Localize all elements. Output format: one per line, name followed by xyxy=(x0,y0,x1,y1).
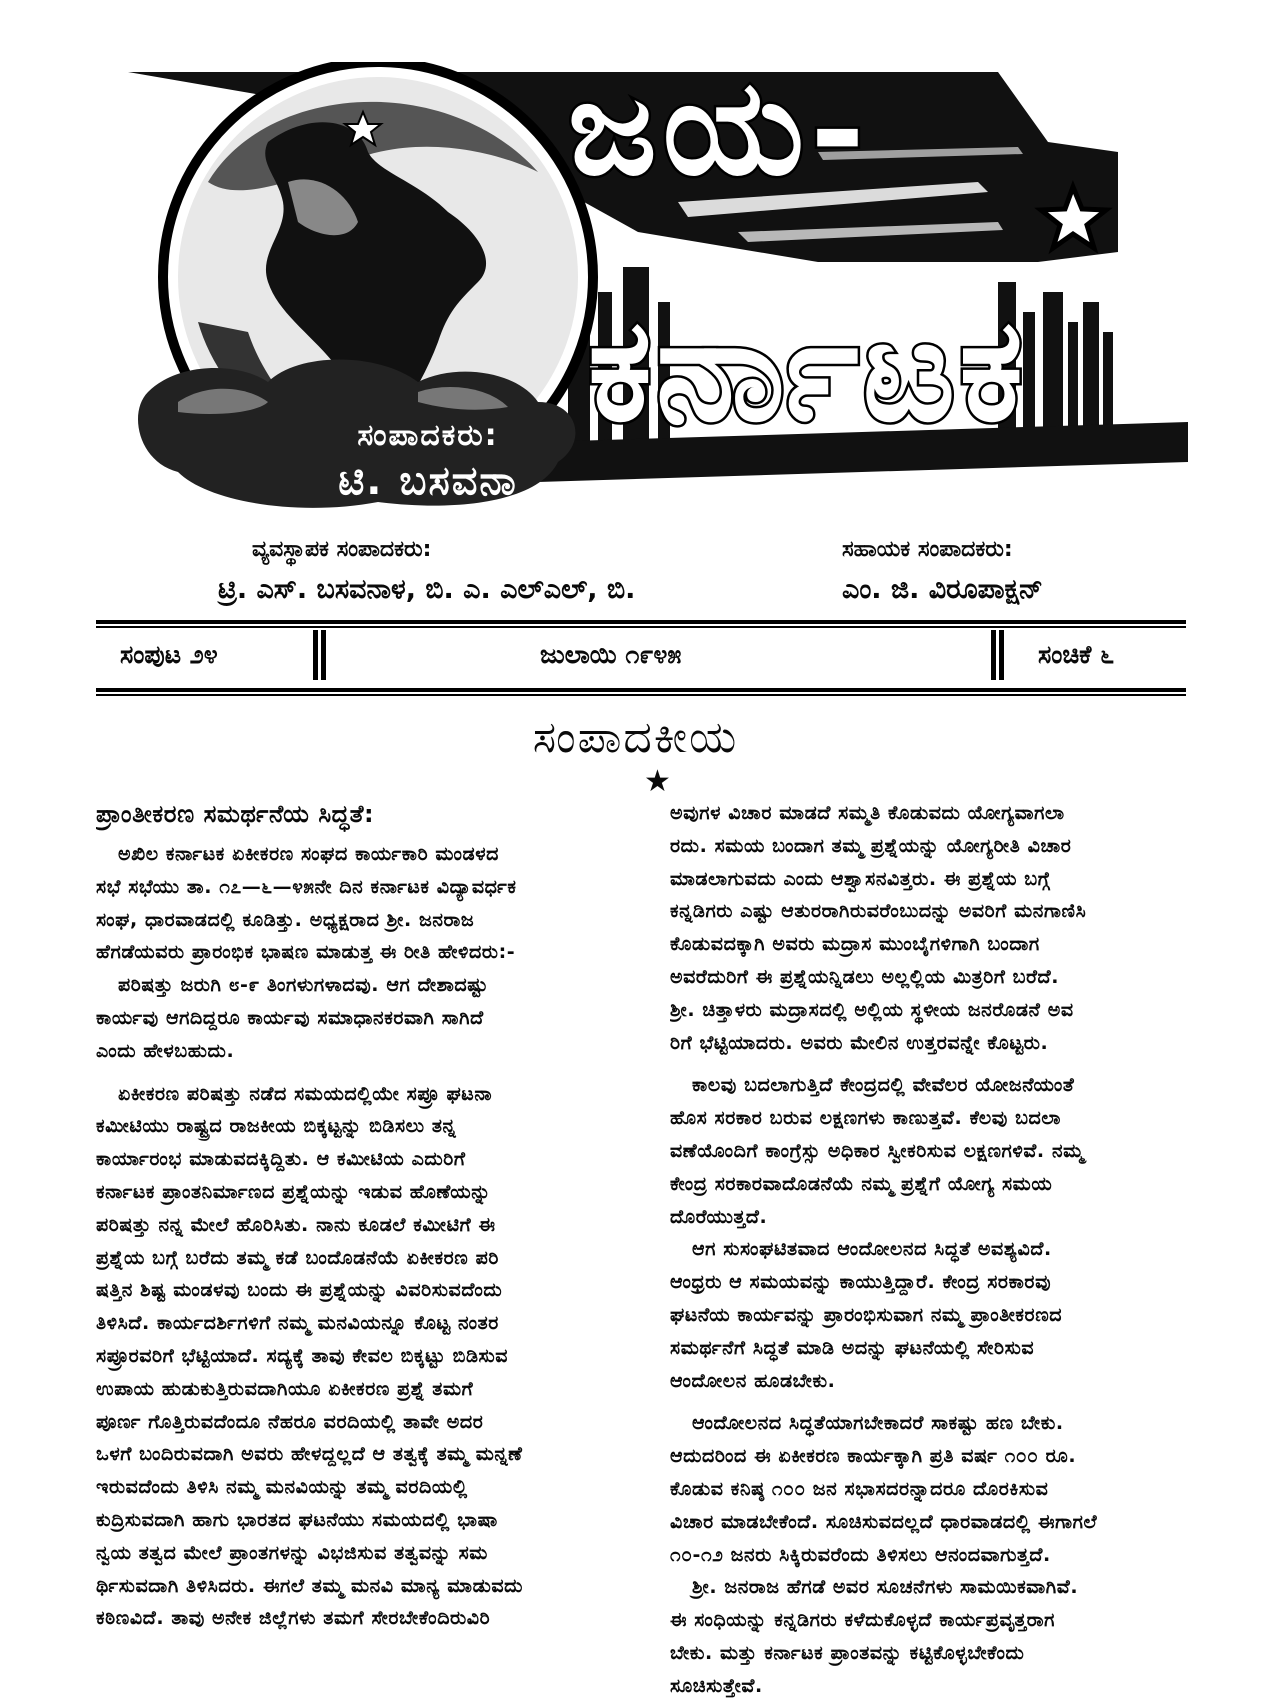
text-line: ಸಭೆ ಸಭೆಯು ತಾ. ೧೭—೬—೪೫ನೇ ದಿನ ಕರ್ನಾಟಕ ವಿದ್ಯಾವರ್ಧಕ xyxy=(96,875,517,898)
managing-editor-name: ಟ್ರಿ. ಎಸ್. ಬಸವನಾಳ, ಬಿ. ಎ. ಎಲ್‌ಎಲ್, ಬಿ. xyxy=(218,574,636,605)
text-line: ಆಂದೋಲನದ ಸಿದ್ಧತೆಯಾಗಬೇಕಾದರೆ ಸಾಕಷ್ಟು ಹಣ ಬೇಕು. xyxy=(692,1412,1064,1435)
text-line: ಮಾಡಲಾಗುವದು ಎಂದು ಆಶ್ವಾಸನವಿತ್ತರು. ಈ ಪ್ರಶ್ನೆಯ ಬಗ್ಗೆ xyxy=(670,867,1051,890)
text-line: ಕುದ್ರಿಸುವದಾಗಿ ಹಾಗು ಭಾರತದ ಘಟನೆಯು ಸಮಯದಲ್ಲಿ ಭಾಷಾ xyxy=(96,1508,498,1531)
text-line: ಶ್ರೀ. ಚಿತ್ತಾಳರು ಮದ್ರಾಸದಲ್ಲಿ ಅಲ್ಲಿಯ ಸ್ಥಳೀಯ ಜನರೊಡನೆ ಅವ xyxy=(670,998,1074,1021)
masthead xyxy=(118,50,1188,532)
text-line: ಆಂಧ್ರರು ಆ ಸಮಯವನ್ನು ಕಾಯುತ್ತಿದ್ದಾರೆ. ಕೇಂದ್ರ ಸರಕಾರವು xyxy=(670,1271,1052,1294)
text-line: ಪರಿಷತ್ತು ಜರುಗಿ ೮-೯ ತಿಂಗಳುಗಳಾದವು. ಆಗ ದೇಶಾದಷ್ಟು xyxy=(118,974,489,997)
text-line: ಸಮರ್ಥನೆಗೆ ಸಿದ್ಧತೆ ಮಾಡಿ ಅದನ್ನು ಘಟನೆಯಲ್ಲಿ ಸೇರಿಸುವ xyxy=(670,1336,1035,1359)
issue-divider-right-2 xyxy=(999,630,1004,680)
text-line: ಹೊಸ ಸರಕಾರ ಬರುವ ಲಕ್ಷಣಗಳು ಕಾಣುತ್ತವೆ. ಕೆಲವು ಬದಲಾ xyxy=(670,1107,1062,1130)
issue-bar-bottom-rule xyxy=(96,688,1186,692)
text-line: ಕಾರ್ಯವು ಆಗದಿದ್ದರೂ ಕಾರ್ಯವು ಸಮಾಧಾನಕರವಾಗಿ ಸಾಗಿದೆ xyxy=(96,1006,484,1029)
globe-caption-label: ಸಂಪಾದಕರು: xyxy=(357,418,499,453)
section-heading: ಪ್ರಾಂತೀಕರಣ ಸಮರ್ಥನೆಯ ಸಿದ್ಧತೆ: xyxy=(96,800,375,828)
assistant-editor-name: ಎಂ. ಜಿ. ವಿರೂಪಾಕ್ಷನ್ xyxy=(842,574,1043,605)
masthead-title-line2: ಕರ್ನಾಟಕ xyxy=(588,287,1028,453)
issue-divider-left-2 xyxy=(321,630,326,680)
left-column xyxy=(96,790,646,1635)
issue-divider-right xyxy=(991,630,996,680)
issue-volume: ಸಂಪುಟ ೨೪ xyxy=(120,640,218,669)
text-line: ಅಖಿಲ ಕರ್ನಾಟಕ ಏಕೀಕರಣ ಸಂಘದ ಕಾರ್ಯಕಾರಿ ಮಂಡಳದ xyxy=(118,843,500,865)
right-column xyxy=(670,797,1190,1703)
issue-bar-bottom-rule-thin xyxy=(96,694,1186,696)
text-line: ಕಾಲವು ಬದಲಾಗುತ್ತಿದೆ ಕೇಂದ್ರದಲ್ಲಿ ವೇವೆಲರ ಯೋಜನೆಯಂತೆ xyxy=(692,1074,1075,1097)
text-line: ವಣೆಯೊಂದಿಗೆ ಕಾಂಗ್ರೆಸ್ಸು ಅಧಿಕಾರ ಸ್ವೀಕರಿಸುವ ಲಕ್ಷಣಗಳಿವೆ. ನಮ್ಮ xyxy=(670,1139,1085,1162)
text-line: ತಿಳಿಸಿದೆ. ಕಾರ್ಯದರ್ಶಿಗಳಿಗೆ ನಮ್ಮ ಮನವಿಯನ್ನೂ ಕೊಟ್ಟ ನಂತರ xyxy=(96,1312,499,1335)
text-line: ೧೦-೧೨ ಜನರು ಸಿಕ್ಕಿರುವರೆಂದು ತಿಳಿಸಲು ಆನಂದವಾಗುತ್ತದೆ. xyxy=(670,1543,1051,1566)
text-line: ಸಪ್ರೂರವರಿಗೆ ಭೆಟ್ಟಿಯಾದೆ. ಸದ್ಯಕ್ಕೆ ತಾವು ಕೇವಲ ಬಿಕ್ಕಟ್ಟು ಬಿಡಿಸುವ xyxy=(96,1344,509,1367)
issue-number: ಸಂಚಿಕೆ ೬ xyxy=(1038,640,1115,669)
masthead-title-line1: ಜಯ- xyxy=(568,50,871,205)
text-line: ಶ್ರೀ. ಜನರಾಜ ಹೆಗಡೆ ಅವರ ಸೂಚನೆಗಳು ಸಾಮಯಿಕವಾಗಿವೆ. xyxy=(692,1576,1079,1599)
text-line: ಕಾರ್ಯಾರಂಭ ಮಾಡುವದಕ್ಕಿದ್ದಿತು. ಆ ಕಮೀಟಿಯ ಎದುರಿಗೆ xyxy=(96,1148,466,1171)
text-line: ಎಂದು ಹೇಳಬಹುದು. xyxy=(96,1039,235,1062)
text-line: ಕೇಂದ್ರ ಸರಕಾರವಾದೊಡನೆಯೆ ನಮ್ಮ ಪ್ರಶ್ನೆಗೆ ಯೋಗ್ಯ ಸಮಯ xyxy=(670,1172,1053,1195)
text-line: ಏಕೀಕರಣ ಪರಿಷತ್ತು ನಡೆದ ಸಮಯದಲ್ಲಿಯೇ ಸಪ್ರೂ ಘಟನಾ xyxy=(118,1082,493,1105)
text-line: ರಿಗೆ ಭೆಟ್ಟಿಯಾದರು. ಅವರು ಮೇಲಿನ ಉತ್ತರವನ್ನೇ ಕೊಟ್ಟರು. xyxy=(670,1031,1049,1054)
text-line: ಆಗ ಸುಸಂಘಟಿತವಾದ ಆಂದೋಲನದ ಸಿದ್ಧತೆ ಅವಶ್ಯವಿದೆ. xyxy=(692,1238,1052,1261)
text-line: ಸಂಘ, ಧಾರವಾಡದಲ್ಲಿ ಕೂಡಿತ್ತು. ಅಧ್ಯಕ್ಷರಾದ ಶ್ರೀ. ಜನರಾಜ xyxy=(96,908,475,931)
text-line: ಒಳಗೆ ಬಂದಿರುವದಾಗಿ ಅವರು ಹೇಳದ್ದಲ್ಲದೆ ಆ ತತ್ವಕ್ಕೆ ತಮ್ಮ ಮನ್ನಣೆ xyxy=(96,1443,523,1466)
issue-divider-left xyxy=(313,630,318,680)
text-line: ಕೊಡುವ ಕನಿಷ್ಠ ೧೦೦ ಜನ ಸಭಾಸದರನ್ನಾದರೂ ದೊರಕಿಸುವ xyxy=(670,1477,1049,1500)
globe-caption-name: ಟಿ. ಬಸವನಾ xyxy=(338,458,518,504)
text-line: ಇರುವದೆಂದು ತಿಳಿಸಿ ನಮ್ಮ ಮನವಿಯನ್ನು ತಮ್ಮ ವರದಿಯಲ್ಲಿ xyxy=(96,1476,468,1499)
text-line: ಆದುದರಿಂದ ಈ ಏಕೀಕರಣ ಕಾರ್ಯಕ್ಕಾಗಿ ಪ್ರತಿ ವರ್ಷ ೧೦೦ ರೂ. xyxy=(670,1445,1077,1468)
text-line: ಅವರೆದುರಿಗೆ ಈ ಪ್ರಶ್ನೆಯನ್ನಿಡಲು ಅಲ್ಲಲ್ಲಿಯ ಮಿತ್ರರಿಗೆ ಬರೆದೆ. xyxy=(670,965,1060,988)
text-line: ವಿಚಾರ ಮಾಡಬೇಕೆಂದೆ. ಸೂಚಿಸುವದಲ್ಲದೆ ಧಾರವಾಡದಲ್ಲಿ ಈಗಾಗಲೆ xyxy=(670,1510,1098,1533)
assistant-editor-label: ಸಹಾಯಕ ಸಂಪಾದಕರು: xyxy=(842,537,1013,562)
text-line: ರದು. ಸಮಯ ಬಂದಾಗ ತಮ್ಮ ಪ್ರಶ್ನೆಯನ್ನು ಯೋಗ್ಯರೀತಿ ವಿಚಾರ xyxy=(670,834,1072,857)
text-line: ಕರ್ನಾಟಕ ಪ್ರಾಂತನಿರ್ಮಾಣದ ಪ್ರಶ್ನೆಯನ್ನು ಇಡುವ ಹೊಣೆಯನ್ನು xyxy=(96,1180,491,1203)
text-line: ಬೇಕು. ಮತ್ತು ಕರ್ನಾಟಕ ಪ್ರಾಂತವನ್ನು ಕಟ್ಟಿಕೊಳ್ಳಬೇಕೆಂದು xyxy=(670,1641,1025,1664)
text-line: ಘಟನೆಯ ಕಾರ್ಯವನ್ನು ಪ್ರಾರಂಭಿಸುವಾಗ ನಮ್ಮ ಪ್ರಾಂತೀಕರಣದ xyxy=(670,1303,1063,1326)
text-line: ಆಂದೋಲನ ಹೂಡಬೇಕು. xyxy=(670,1369,836,1392)
text-line: ಪ್ರಶ್ನೆಯ ಬಗ್ಗೆ ಬರೆದು ತಮ್ಮ ಕಡೆ ಬಂದೊಡನೆಯೆ ಏಕೀಕರಣ ಪರಿ xyxy=(96,1246,499,1269)
text-line: ಸೂಚಿಸುತ್ತೇವೆ. xyxy=(670,1674,763,1697)
text-line: ಕಮೀಟಿಯು ರಾಷ್ಟ್ರದ ರಾಜಕೀಯ ಬಿಕ್ಕಟ್ಟನ್ನು ಬಿಡಿಸಲು ತನ್ನ xyxy=(96,1115,457,1138)
text-line: ಉಪಾಯ ಹುಡುಕುತ್ತಿರುವದಾಗಿಯೂ ಏಕೀಕರಣ ಪ್ರಶ್ನೆ ತಮಗೆ xyxy=(96,1377,474,1400)
text-line: ನ್ವಯ ತತ್ವದ ಮೇಲೆ ಪ್ರಾಂತಗಳನ್ನು ವಿಭಜಿಸುವ ತತ್ವವನ್ನು ಸಮ xyxy=(96,1541,488,1564)
star-icon: ★ xyxy=(644,764,671,799)
text-line: ಕೊಡುವದಕ್ಕಾಗಿ ಅವರು ಮದ್ರಾಸ ಮುಂಬೈಗಳಿಗಾಗಿ ಬಂದಾಗ xyxy=(670,933,1040,956)
issue-date: ಜುಲಾಯಿ ೧೯೪೫ xyxy=(540,640,682,669)
text-line: ದೊರೆಯುತ್ತದೆ. xyxy=(670,1205,768,1228)
text-line: ಹೆಗಡೆಯವರು ಪ್ರಾರಂಭಿಕ ಭಾಷಣ ಮಾಡುತ್ತ ಈ ರೀತಿ ಹೇಳಿದರು:- xyxy=(96,941,516,964)
text-line: ಈ ಸಂಧಿಯನ್ನು ಕನ್ನಡಿಗರು ಕಳೆದುಕೊಳ್ಳದೆ ಕಾರ್ಯಪ್ರವೃತ್ತರಾಗ xyxy=(670,1609,1056,1632)
page-title: ಸಂಪಾದಕೀಯ xyxy=(532,712,739,763)
issue-bar-top-rule xyxy=(96,620,1186,624)
managing-editor-label: ವ್ಯವಸ್ಥಾಪಕ ಸಂಪಾದಕರು: xyxy=(252,537,432,562)
text-line: ಪೂರ್ಣ ಗೊತ್ತಿರುವದೆಂದೂ ನೆಹರೂ ವರದಿಯಲ್ಲಿ ತಾವೇ ಅದರ xyxy=(96,1410,484,1433)
issue-bar-top-rule-thin xyxy=(96,626,1186,628)
text-line: ಕಠಿಣವಿದೆ. ತಾವು ಅನೇಕ ಜಿಲ್ಲೆಗಳು ತಮಗೆ ಸೇರಬೇಕೆಂದಿರುವಿರಿ xyxy=(96,1607,491,1630)
text-line: ಅವುಗಳ ವಿಚಾರ ಮಾಡದೆ ಸಮ್ಮತಿ ಕೊಡುವದು ಯೋಗ್ಯವಾಗಲಾ xyxy=(670,802,1065,824)
text-line: ಪರಿಷತ್ತು ನನ್ನ ಮೇಲೆ ಹೊರಿಸಿತು. ನಾನು ಕೂಡಲೆ ಕಮೀಟಿಗೆ ಈ xyxy=(96,1213,496,1236)
text-line: ರ್ಥಿಸುವದಾಗಿ ತಿಳಿಸಿದರು. ಈಗಲೆ ತಮ್ಮ ಮನವಿ ಮಾನ್ಯ ಮಾಡುವದು xyxy=(96,1574,524,1597)
text-line: ಕನ್ನಡಿಗರು ಎಷ್ಟು ಆತುರರಾಗಿರುವರೆಂಬುದನ್ನು ಅವರಿಗೆ ಮನಗಾಣಿಸಿ xyxy=(670,900,1087,923)
text-line: ಷತ್ತಿನ ಶಿಷ್ಟ ಮಂಡಳವು ಬಂದು ಈ ಪ್ರಶ್ನೆಯನ್ನು ವಿವರಿಸುವದೆಂದು xyxy=(96,1279,503,1302)
